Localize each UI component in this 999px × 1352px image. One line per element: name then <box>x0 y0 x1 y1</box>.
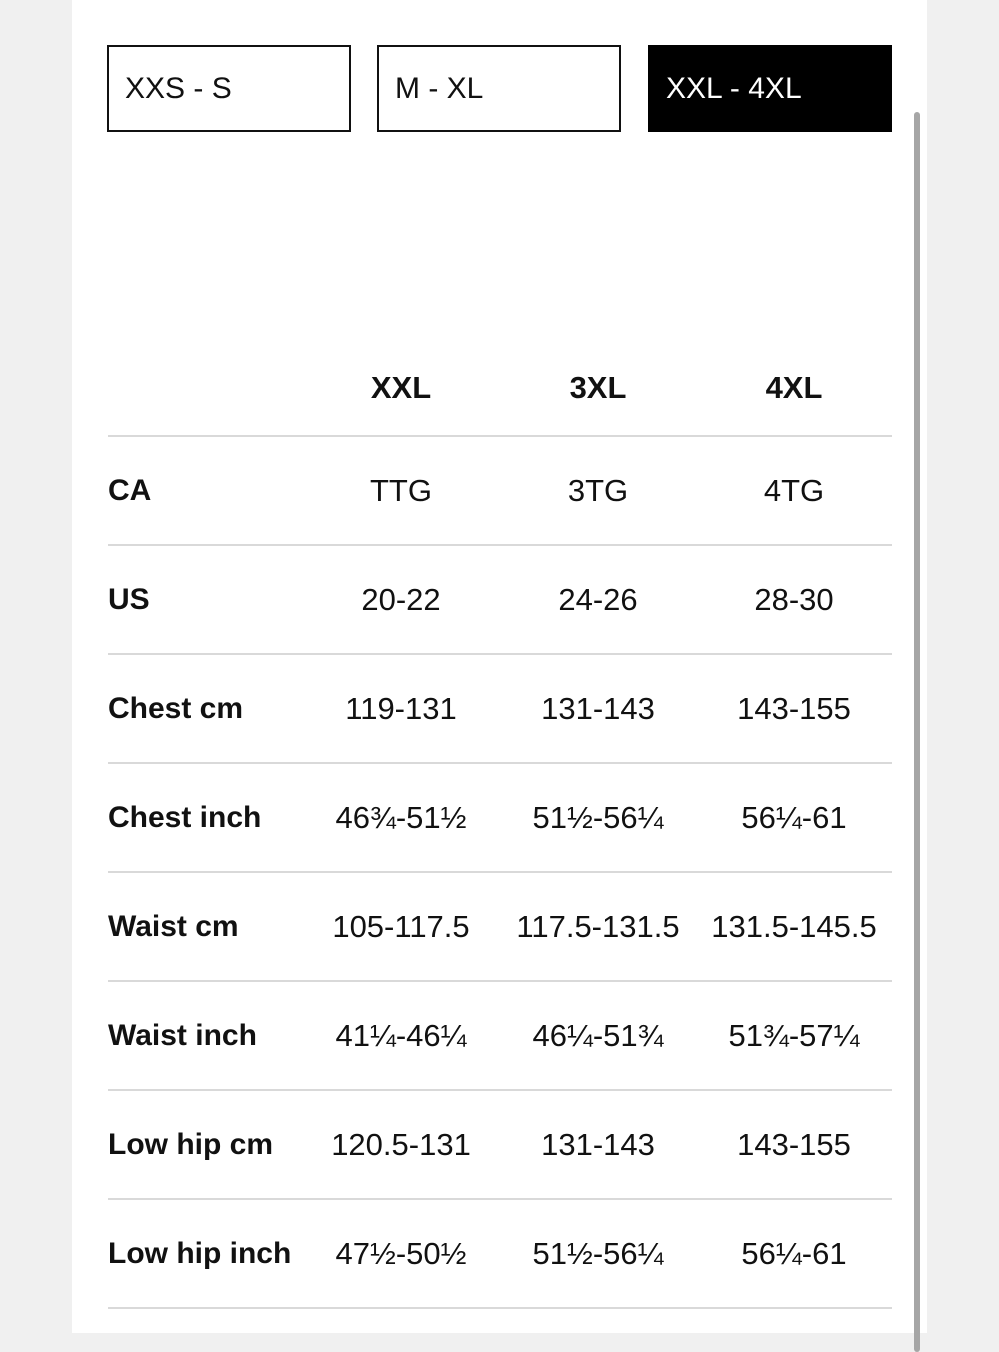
table-cell: 143-155 <box>737 690 851 726</box>
row-label: Low hip cm <box>108 1127 273 1161</box>
table-row <box>108 764 892 873</box>
row-label: US <box>108 582 150 616</box>
column-header: 4XL <box>765 369 823 405</box>
table-row <box>108 1200 892 1309</box>
scrollbar-thumb[interactable] <box>914 112 920 1352</box>
table-cell: 51½-56¼ <box>532 799 664 835</box>
table-cell: 120.5-131 <box>331 1126 471 1162</box>
table-cell: 117.5-131.5 <box>516 908 680 944</box>
table-cell: TTG <box>370 472 432 508</box>
size-chart-table <box>108 332 892 1309</box>
table-cell: 131.5-145.5 <box>711 908 877 944</box>
row-label: Waist cm <box>108 909 239 943</box>
table-cell: 131-143 <box>541 690 655 726</box>
size-range-tabs <box>107 45 893 133</box>
tab-xxs-s[interactable]: XXS - S <box>107 45 351 132</box>
table-cell: 47½-50½ <box>335 1235 467 1271</box>
table-cell: 20-22 <box>361 581 441 617</box>
table-cell: 28-30 <box>754 581 834 617</box>
column-header: XXL <box>370 369 432 405</box>
table-cell: 51½-56¼ <box>532 1235 664 1271</box>
table-cell: 56¼-61 <box>741 799 847 835</box>
table-row <box>108 655 892 764</box>
table-cell: 41¼-46¼ <box>335 1017 467 1053</box>
row-label: Chest cm <box>108 691 244 725</box>
table-cell: 56¼-61 <box>741 1235 847 1271</box>
table-cell: 119-131 <box>345 690 457 726</box>
column-header: 3XL <box>569 369 627 405</box>
table-row <box>108 546 892 655</box>
tab-m-xl[interactable]: M - XL <box>377 45 621 132</box>
table-cell: 4TG <box>763 472 825 508</box>
tab-xxl-4xl[interactable]: XXL - 4XL <box>648 45 892 132</box>
table-cell: 51¾-57¼ <box>728 1017 860 1053</box>
table-cell: 3TG <box>567 472 629 508</box>
row-label: Low hip inch <box>108 1236 292 1270</box>
table-cell: 143-155 <box>737 1126 851 1162</box>
table-row <box>108 437 892 546</box>
table-cell: 46¾-51½ <box>335 799 467 835</box>
table-cell: 105-117.5 <box>332 908 470 944</box>
table-row <box>108 982 892 1091</box>
row-label: CA <box>108 473 152 507</box>
table-cell: 46¼-51¾ <box>532 1017 664 1053</box>
table-header-row <box>108 332 892 437</box>
table-cell: 131-143 <box>541 1126 655 1162</box>
table-cell: 24-26 <box>558 581 638 617</box>
row-label: Chest inch <box>108 800 262 834</box>
table-row <box>108 1091 892 1200</box>
row-label: Waist inch <box>108 1018 257 1052</box>
table-row <box>108 873 892 982</box>
